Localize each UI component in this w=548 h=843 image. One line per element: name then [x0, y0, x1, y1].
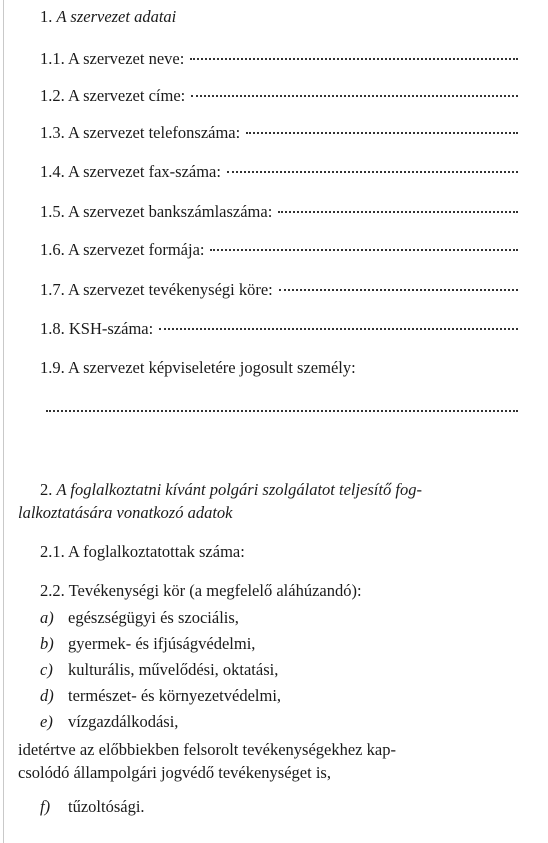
activity-scope-heading [40, 580, 518, 602]
field-row-representative [40, 357, 518, 379]
activity-option-letter: f) [40, 797, 51, 816]
section2-heading-line1: A foglalkoztatni kívánt polgári szolgálatot teljesítő fog- [56, 480, 422, 499]
activity-option-text: vízgazdálkodási, [68, 712, 179, 731]
activity-option-text: egészségügyi és szociális, [68, 608, 239, 627]
activity-option-letter: b) [40, 634, 54, 653]
section1-heading-number: 1. [40, 7, 53, 26]
section1-heading-title: A szervezet adatai [56, 7, 177, 26]
activity-option-water[interactable] [40, 711, 178, 733]
activity-option-letter: a) [40, 608, 54, 627]
section1-heading [40, 6, 518, 28]
field-label-phone: 1.3. A szervezet telefonszáma: [40, 123, 241, 142]
field-row-activity[interactable] [40, 279, 518, 301]
field-fill-line-phone[interactable] [246, 132, 518, 134]
field-label-ksh: 1.8. KSH-száma: [40, 319, 154, 338]
field-row-name[interactable] [40, 48, 518, 70]
field-fill-line-name[interactable] [190, 58, 518, 60]
field-label-form: 1.6. A szervezet formája: [40, 240, 205, 259]
field-row-fax[interactable] [40, 161, 518, 183]
field-fill-line-fax[interactable] [227, 171, 518, 173]
field-label-activity: 1.7. A szervezet tevékenységi köre: [40, 280, 273, 299]
activity-option-text: természet- és környezetvédelmi, [68, 686, 282, 705]
activity-option-firefighting[interactable] [40, 796, 145, 818]
activity-option-text: kulturális, művelődési, oktatási, [68, 660, 279, 679]
field-row-bank-account[interactable] [40, 201, 518, 223]
page-margin-line [3, 0, 4, 843]
field-row-form[interactable] [40, 239, 518, 261]
field-row-address[interactable] [40, 85, 518, 107]
field-fill-line-representative[interactable] [46, 410, 518, 412]
activity-option-letter: d) [40, 686, 54, 705]
activity-scope-label: 2.2. Tevékenységi kör (a megfelelő aláhúzandó): [40, 581, 362, 600]
activity-note-line2: csolódó állampolgári jogvédő tevékenységet is, [18, 763, 331, 782]
activity-option-environment[interactable] [40, 685, 281, 707]
field-row-ksh[interactable] [40, 318, 518, 340]
field-label-name: 1.1. A szervezet neve: [40, 49, 185, 68]
section2-heading [18, 478, 532, 524]
activity-option-text: tűzoltósági. [68, 797, 145, 816]
activity-option-health[interactable] [40, 607, 239, 629]
activity-option-text: gyermek- és ifjúságvédelmi, [68, 634, 256, 653]
field-label-bank-account: 1.5. A szervezet bankszámlaszáma: [40, 202, 273, 221]
field-label-address: 1.2. A szervezet címe: [40, 86, 186, 105]
field-row-employee-count [40, 541, 518, 563]
activity-note [18, 738, 532, 784]
field-fill-line-address[interactable] [191, 95, 518, 97]
field-label-representative: 1.9. A szervezet képviseletére jogosult személy: [40, 358, 356, 377]
activity-note-line1: idetértve az előbbiekben felsorolt tevékenységekhez kap- [18, 740, 396, 759]
activity-option-letter: e) [40, 712, 53, 731]
field-label-fax: 1.4. A szervezet fax-száma: [40, 162, 221, 181]
activity-option-letter: c) [40, 660, 53, 679]
field-row-phone[interactable] [40, 122, 518, 144]
section2-heading-number: 2. [40, 480, 53, 499]
field-fill-line-bank-account[interactable] [278, 211, 518, 213]
activity-option-youth[interactable] [40, 633, 255, 655]
activity-option-culture[interactable] [40, 659, 278, 681]
section2-heading-line2: lalkoztatására vonatkozó adatok [18, 503, 233, 522]
field-label-employee-count: 2.1. A foglalkoztatottak száma: [40, 542, 245, 561]
field-fill-line-ksh[interactable] [159, 328, 518, 330]
field-fill-line-activity[interactable] [279, 289, 518, 291]
field-fill-line-form[interactable] [210, 249, 518, 251]
